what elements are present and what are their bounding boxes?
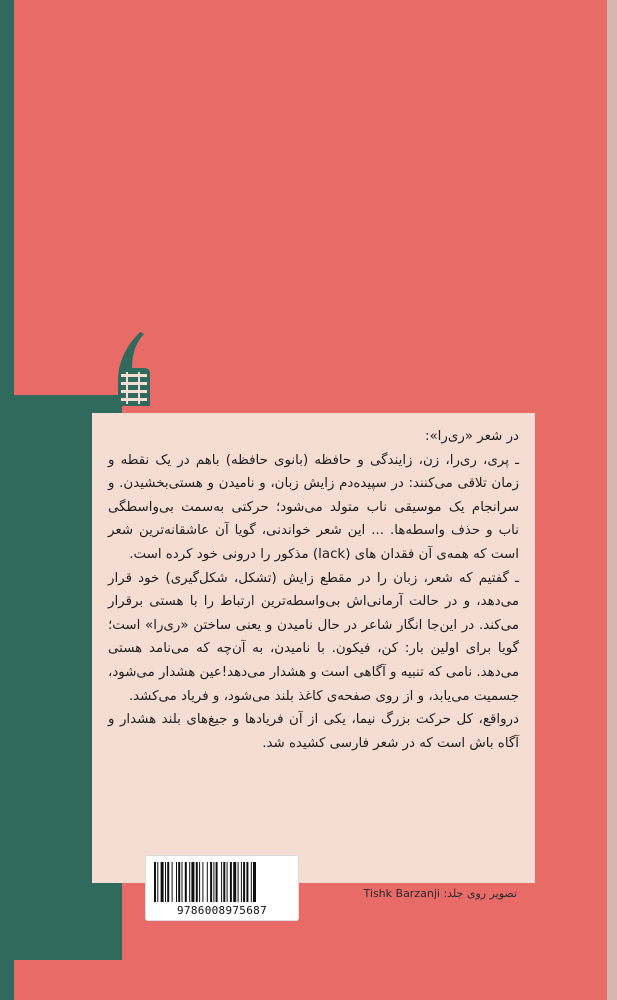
barcode-bar bbox=[199, 862, 200, 902]
right-edge-stripe bbox=[607, 0, 617, 1000]
barcode-bar bbox=[241, 862, 242, 902]
barcode-bar bbox=[189, 862, 190, 902]
barcode-bar bbox=[202, 862, 203, 902]
barcode-bar bbox=[223, 862, 225, 902]
credit-label: تصویر روی جلد: bbox=[443, 887, 517, 900]
barcode-bar bbox=[172, 862, 173, 902]
barcode-bar bbox=[216, 862, 218, 902]
barcode-bars bbox=[152, 862, 292, 902]
blurb-text bbox=[108, 425, 519, 755]
barcode-bar bbox=[161, 862, 164, 902]
blurb-panel bbox=[92, 413, 535, 883]
isbn-barcode bbox=[146, 856, 298, 920]
barcode-bar bbox=[167, 862, 169, 902]
blurb-paragraph: در شعر «ری‌را»: bbox=[424, 429, 519, 444]
barcode-bar bbox=[154, 862, 156, 902]
barcode-bar bbox=[182, 862, 183, 902]
barcode-bar bbox=[243, 862, 245, 902]
barcode-bar bbox=[196, 862, 198, 902]
barcode-bar bbox=[210, 862, 212, 902]
blurb-paragraph: ـ پری، ری‌را، زن، زایندگی و حافظه (بانوی حافظه) باهم در یک نقطه و زمان تلاقی می‌کنند: در سپیده‌دم زایش زبان، و نامیدن و هستی‌بخشیدن. و سرانجام یک موسیقی ناب متولد می‌شود؛ حرکتی به‌سمت بی‌واسطگی ناب و حذف واسطه‌ها. ... این شعر خواندنی، گویا آن عاشقانه‌ترین شعر است که همه‌ی آن فقدان های (lack) مذکور را درونی خود کرده است. bbox=[108, 452, 519, 562]
publisher-logo bbox=[110, 330, 154, 410]
barcode-bar bbox=[165, 862, 166, 902]
barcode-bar bbox=[221, 862, 222, 902]
barcode-bar bbox=[191, 862, 194, 902]
cover-credit bbox=[312, 887, 517, 900]
isbn-number: 9786008975687 bbox=[177, 904, 267, 917]
barcode-bar bbox=[185, 862, 187, 902]
barcode-bar bbox=[227, 862, 228, 902]
barcode-bar bbox=[246, 862, 248, 902]
barcode-bar bbox=[251, 862, 252, 902]
barcode-bar bbox=[253, 862, 256, 902]
left-spine-stripe bbox=[0, 0, 14, 1000]
blurb-paragraph: درواقع، کل حرکت بزرگ نیما، یکی از آن فریادها و جیغ‌های بلند هشدار و آگاه باش است که در شعر فارسی کشیده شد. bbox=[108, 712, 519, 751]
barcode-bar bbox=[230, 862, 232, 902]
blurb-paragraph: ـ گفتیم که شعر، زبان را در مقطع زایش (تشکل، شکل‌گیری) خود قرار می‌دهد، و در حالت آرمانی‌اش بی‌واسطه‌ترین ارتباط را با هستی برقرار می‌کند. در این‌جا انگار شاعر در حال نامیدن و یعنی ساختن «ری‌را» است؛گویا برای اولین بار: کن، فیکون. با نامیدن، به آن‌چه که می‌نامد هستی می‌دهد. نامی که تنبیه و آگاهی است و هشدار می‌دهد!عین هشدار می‌شود، جسمیت می‌یابد، و از روی صفحه‌ی کاغذ بلند می‌شود، و فریاد می‌کشد. bbox=[108, 570, 519, 704]
barcode-bar bbox=[176, 862, 177, 902]
barcode-bar bbox=[233, 862, 236, 902]
barcode-bar bbox=[213, 862, 214, 902]
barcode-bar bbox=[238, 862, 239, 902]
barcode-bar bbox=[157, 862, 158, 902]
credit-artist: Tishk Barzanji bbox=[363, 887, 440, 900]
barcode-bar bbox=[178, 862, 180, 902]
publisher-logo-icon bbox=[110, 330, 154, 410]
barcode-bar bbox=[207, 862, 208, 902]
